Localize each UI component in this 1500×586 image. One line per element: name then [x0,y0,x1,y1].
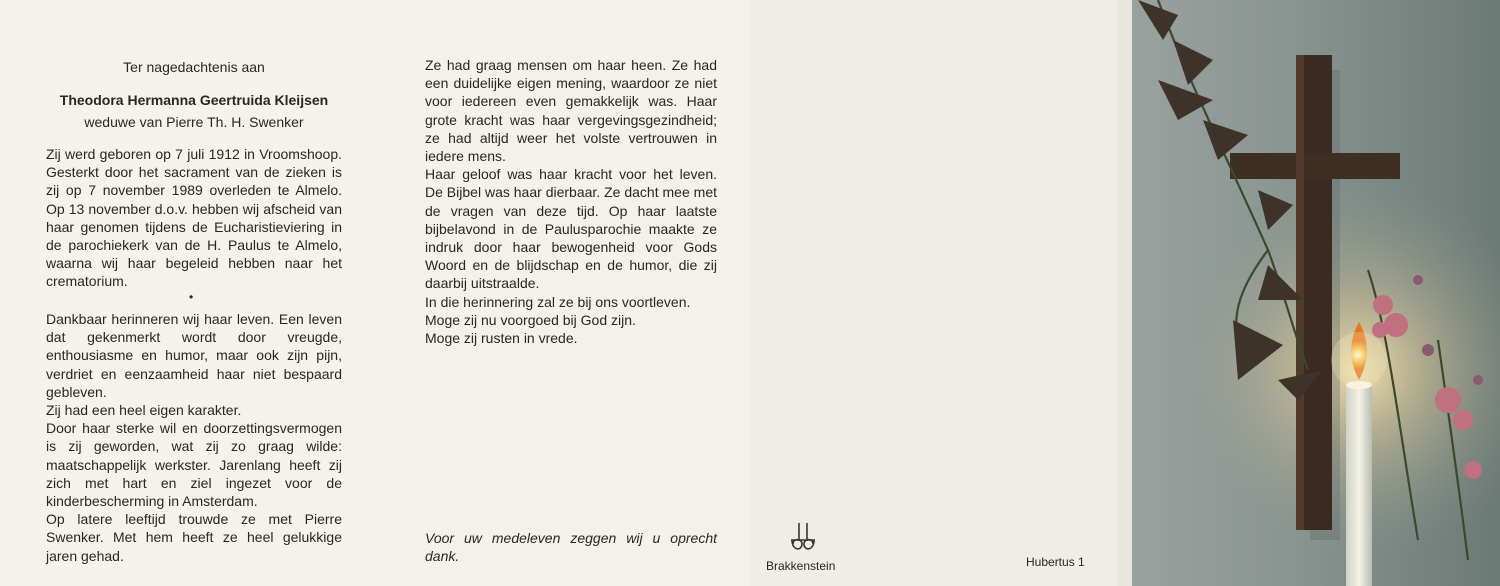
thanks-line: Voor uw medeleven zeggen wij u oprecht dank. [425,530,717,565]
remembrance-paragraph: Dankbaar herinneren wij haar leven. Een leven dat gekenmerkt wordt door vreugde, enthousiasme en humor, maar ook zijn pijn, verdriet en eenzaamheid haar niet bespaard gebleven. Zij had een heel eigen karakter. Door haar sterke wil en doorzettingsvermogen is zij geworden, wat zij zo graag wilde: maatschappelijk werkster. Jarenlang heeft zij zich met hart en ziel ingezet voor de kinderbescherming in Amsterdam. Op latere leeftijd trouwde ze met Pierre Swenker. Met hem heeft ze heel gelukkige jaren gehad. [46,311,342,564]
photo-panel [1118,0,1500,586]
widow-line: weduwe van Pierre Th. H. Swenker [84,114,304,130]
card-code: Hubertus 1 [1026,555,1085,569]
life-paragraph: Zij werd geboren op 7 juli 1912 in Vroomshoop. Gesterkt door het sacrament van de zieken is zij op 7 november 1989 overleden te Almelo. Op 13 november d.o.v. hebben wij afscheid van haar genomen tijdens de Eucharistieviering in de parochiekerk van de H. Paulus te Almelo, waarna wij haar begeleid hebben naar het crematorium. [46,146,342,290]
cross-candle-photo [1118,0,1500,586]
back-panel [750,0,1118,586]
brakkenstein-logo-icon [788,520,818,556]
intro-line: Ter nagedachtenis aan [123,59,265,75]
character-paragraph: Ze had graag mensen om haar heen. Ze had een duidelijke eigen mening, waardoor ze niet voor iedereen even gemakkelijk was. Haar grote kracht was haar vergevingsgezindheid; ze had altijd weer het volste vertrouwen in iedere mens. Haar geloof was haar kracht voor het leven. De Bijbel was haar dierbaar. Ze dacht mee met de vragen van deze tijd. Op haar laatste bijbelavond in de Paulusparochie maakte ze indruk door haar bewogenheid voor Gods Woord en de blijdschap en de humor, die zij daarbij uitstraalde. In die herinnering zal ze bij ons voortleven. Moge zij nu voorgoed bij God zijn. Moge zij rusten in vrede. [425,57,717,347]
publisher-name: Brakkenstein [766,559,836,573]
left-panel [0,0,378,586]
deceased-name: Theodora Hermanna Geertruida Kleijsen [59,92,329,108]
separator-bullet: • [189,290,194,304]
middle-panel [378,0,750,586]
